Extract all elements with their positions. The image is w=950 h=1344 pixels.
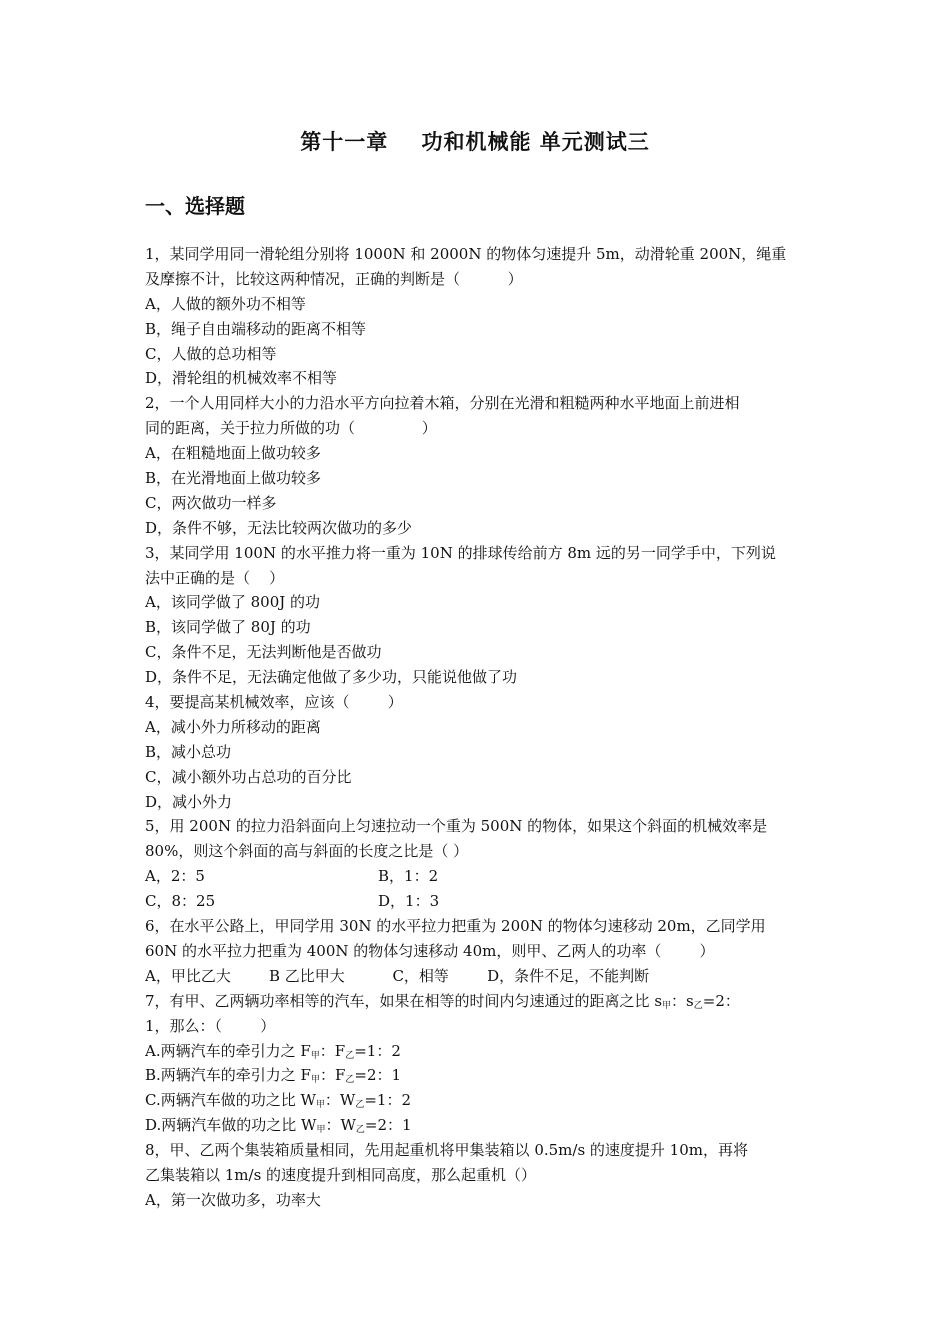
q5-options-row — [145, 864, 815, 889]
q5-option-d: D，1：3 — [378, 892, 440, 911]
subscript: 乙 — [345, 1075, 355, 1086]
text-line: 5，用 200N 的拉力沿斜面向上匀速拉动一个重为 500N 的物体，如果这个斜面的机械效率是 — [145, 817, 768, 836]
text-line: A，该同学做了 800J 的功 — [145, 593, 321, 612]
subscript: 乙 — [693, 1000, 703, 1011]
section-heading: 一、选择题 — [145, 194, 245, 218]
text-line: D，减小外力 — [145, 792, 233, 811]
subscript: 甲 — [662, 1000, 672, 1011]
text-line: 8，甲、乙两个集装箱质量相同，先用起重机将甲集装箱以 0.5m/s 的速度提升 10m，再将 — [145, 1141, 748, 1160]
text-line: 4，要提高某机械效率，应该（ ） — [145, 693, 403, 712]
subscript: 乙 — [355, 1100, 365, 1111]
text-line: A，在粗糙地面上做功较多 — [145, 444, 321, 463]
text-line: A，人做的额外功不相等 — [145, 294, 306, 313]
text-line: B，绳子自由端移动的距离不相等 — [145, 319, 367, 338]
subscript: 甲 — [310, 1050, 320, 1061]
q5-option-a: A，2：5 — [145, 867, 205, 886]
q7-option-d: D.两辆汽车做的功之比 W甲：W乙=2：1 — [145, 1116, 412, 1136]
text-line: B，该同学做了 80J 的功 — [145, 618, 311, 637]
subscript: 乙 — [355, 1125, 365, 1136]
text-line: 同的距离，关于拉力所做的功（ ） — [145, 419, 437, 438]
q7-option-b: B.两辆汽车的牵引力之 F甲：F乙=2：1 — [145, 1066, 402, 1086]
text-line: C，人做的总功相等 — [145, 344, 277, 363]
text-line: C，两次做功一样多 — [145, 493, 277, 512]
subscript: 甲 — [316, 1125, 326, 1136]
text-line: 法中正确的是（ ） — [145, 568, 285, 587]
text-line: C，减小额外功占总功的百分比 — [145, 767, 352, 786]
text-line: 1，某同学用同一滑轮组分别将 1000N 和 2000N 的物体匀速提升 5m，动滑轮重 200N，绳重 — [145, 245, 787, 263]
text-line: 3，某同学用 100N 的水平推力将一重为 10N 的排球传给前方 8m 远的另一同学手中，下列说 — [145, 543, 776, 562]
text-line: C，条件不足，无法判断他是否做功 — [145, 643, 382, 662]
text-line: D，条件不够，无法比较两次做功的多少 — [145, 518, 413, 537]
text-line: 80%，则这个斜面的高与斜面的长度之比是（ ） — [145, 842, 469, 861]
subscript: 甲 — [315, 1100, 325, 1111]
text-line: A，甲比乙大 B 乙比甲大 C，相等 D，条件不足，不能判断 — [145, 966, 650, 985]
q5-option-b: B，1：2 — [378, 867, 439, 886]
text-line: 乙集装箱以 1m/s 的速度提升到相同高度，那么起重机（） — [145, 1165, 537, 1184]
text-line: A，第一次做功多，功率大 — [145, 1190, 321, 1209]
text-line: 1，那么：（ ） — [145, 1016, 276, 1035]
q7-stem-line: 7，有甲、乙两辆功率相等的汽车，如果在相等的时间内匀速通过的距离之比 s甲：s乙=2： — [145, 991, 740, 1011]
text-line: A，减小外力所移动的距离 — [145, 717, 321, 736]
text-line: D，条件不足，无法确定他做了多少功，只能说他做了功 — [145, 668, 518, 687]
text-line: B，减小总功 — [145, 742, 232, 761]
text-line: B，在光滑地面上做功较多 — [145, 469, 322, 488]
text-line: 60N 的水平拉力把重为 400N 的物体匀速移动 40m，则甲、乙两人的功率（ ） — [145, 941, 715, 960]
q5-option-c: C，8：25 — [145, 892, 216, 911]
text-line: 及摩擦不计，比较这两种情况，正确的判断是（ ） — [145, 269, 523, 288]
text-line: 6，在水平公路上，甲同学用 30N 的水平拉力把重为 200N 的物体匀速移动 20m，乙同学用 — [145, 917, 766, 936]
text-line: D，滑轮组的机械效率不相等 — [145, 369, 338, 388]
page-title: 第十一章 功和机械能 单元测试三 — [300, 130, 650, 154]
q5-options-row — [145, 889, 815, 914]
q7-option-a: A.两辆汽车的牵引力之 F甲：F乙=1：2 — [145, 1041, 401, 1061]
q7-option-c: C.两辆汽车做的功之比 W甲：W乙=1：2 — [145, 1091, 412, 1111]
subscript: 乙 — [345, 1050, 355, 1061]
question-body — [145, 242, 815, 1213]
subscript: 甲 — [310, 1075, 320, 1086]
text-line: 2，一个人用同样大小的力沿水平方向拉着木箱，分别在光滑和粗糙两种水平地面上前进相 — [145, 394, 740, 413]
